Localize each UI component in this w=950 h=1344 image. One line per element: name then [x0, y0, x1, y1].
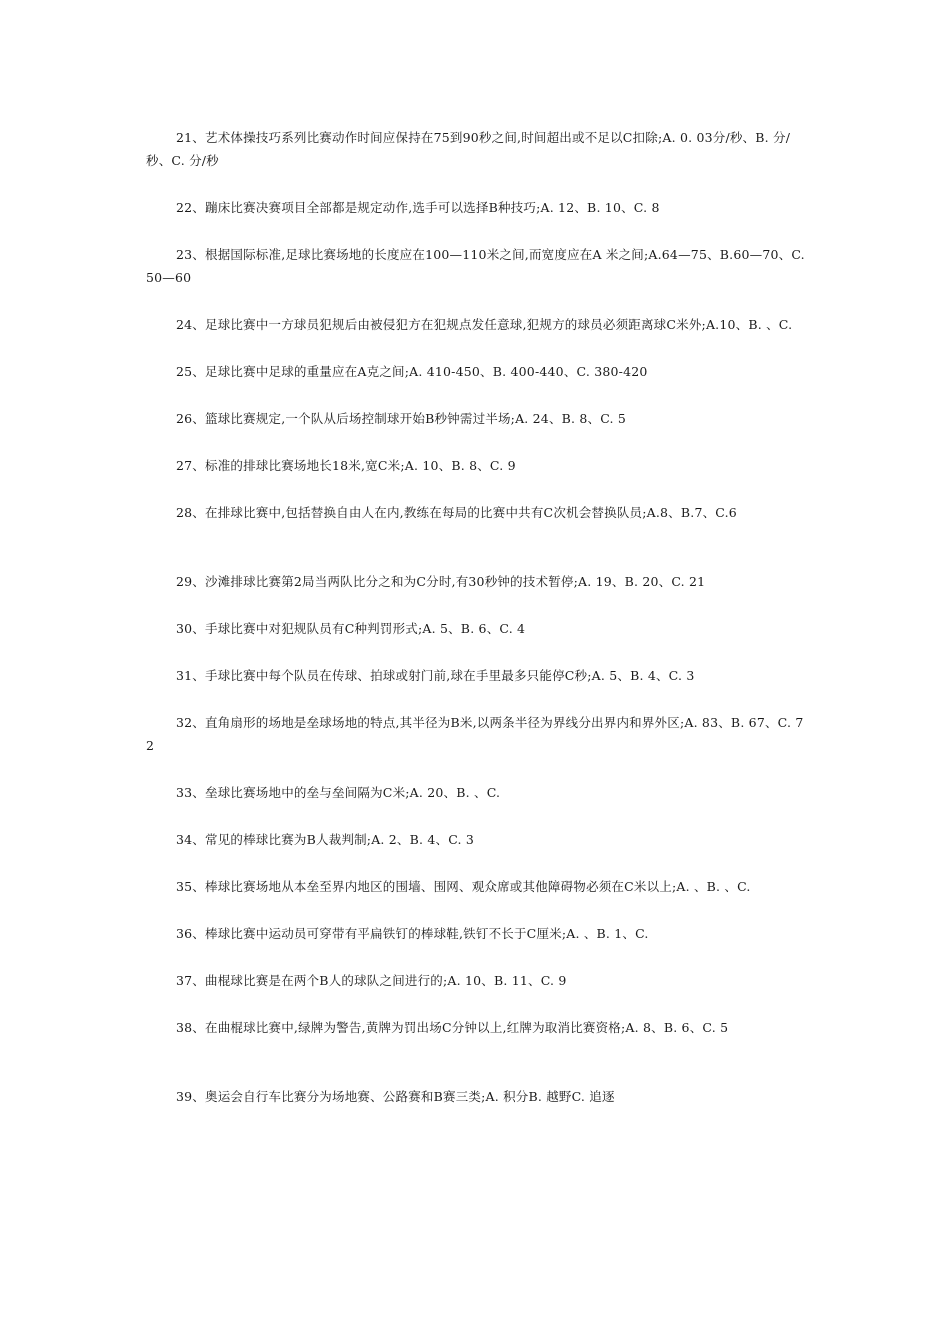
question-23: 23、根据国际标准,足球比赛场地的长度应在100—110米之间,而宽度应在A 米之间;A.64—75、B.60—70、C. 50—60	[146, 247, 805, 285]
question-31: 31、手球比赛中每个队员在传球、拍球或射门前,球在手里最多只能停C秒;A. 5、B. 4、C. 3	[176, 668, 695, 683]
question-26: 26、篮球比赛规定,一个队从后场控制球开始B秒钟需过半场;A. 24、B. 8、C. 5	[176, 411, 627, 426]
question-38: 38、在曲棍球比赛中,绿牌为警告,黄牌为罚出场C分钟以上,红牌为取消比赛资格;A. 8、B. 6、C. 5	[176, 1020, 729, 1035]
question-24: 24、足球比赛中一方球员犯规后由被侵犯方在犯规点发任意球,犯规方的球员必须距离球C米外;A.10、B. 、C.	[176, 317, 793, 332]
question-36: 36、棒球比赛中运动员可穿带有平扁铁钉的棒球鞋,铁钉不长于C厘米;A. 、B. 1、C.	[176, 926, 649, 941]
question-28: 28、在排球比赛中,包括替换自由人在内,教练在每局的比赛中共有C次机会替换队员;A.8、B.7、C.6	[176, 505, 737, 520]
question-25: 25、足球比赛中足球的重量应在A克之间;A. 410-450、B. 400-440、C. 380-420	[176, 364, 648, 379]
question-29: 29、沙滩排球比赛第2局当两队比分之和为C分时,有30秒钟的技术暂停;A. 19、B. 20、C. 21	[176, 574, 706, 589]
question-33: 33、垒球比赛场地中的垒与垒间隔为C米;A. 20、B. 、C.	[176, 785, 501, 800]
question-39: 39、奥运会自行车比赛分为场地赛、公路赛和B赛三类;A. 积分B. 越野C. 追逐	[176, 1089, 615, 1104]
question-27: 27、标准的排球比赛场地长18米,宽C米;A. 10、B. 8、C. 9	[176, 458, 516, 473]
question-22: 22、蹦床比赛决赛项目全部都是规定动作,选手可以选择B种技巧;A. 12、B. 10、C. 8	[176, 200, 660, 215]
question-32: 32、直角扇形的场地是垒球场地的特点,其半径为B米,以两条半径为界线分出界内和界外区;A. 83、B. 67、C. 72	[146, 715, 804, 753]
question-21: 21、艺术体操技巧系列比赛动作时间应保持在75到90秒之间,时间超出或不足以C扣除;A. 0. 03分/秒、B. 分/秒、C. 分/秒	[146, 130, 791, 168]
question-30: 30、手球比赛中对犯规队员有C种判罚形式;A. 5、B. 6、C. 4	[176, 621, 526, 636]
question-34: 34、常见的棒球比赛为B人裁判制;A. 2、B. 4、C. 3	[176, 832, 475, 847]
question-list	[146, 126, 806, 1108]
question-35: 35、棒球比赛场地从本垒至界内地区的围墙、围网、观众席或其他障碍物必须在C米以上;A. 、B. 、C.	[176, 879, 751, 894]
question-37: 37、曲棍球比赛是在两个B人的球队之间进行的;A. 10、B. 11、C. 9	[176, 973, 567, 988]
